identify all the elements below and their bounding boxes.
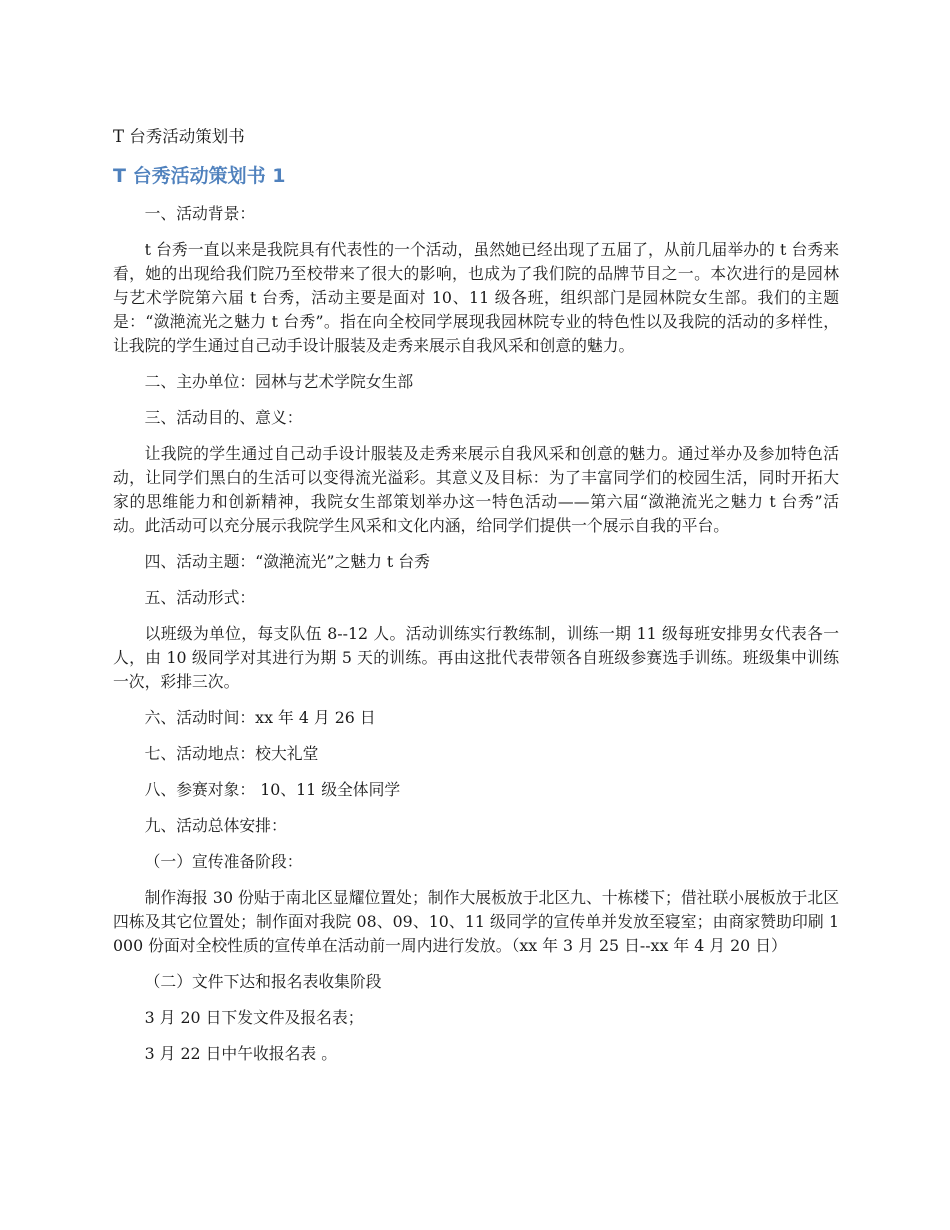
promotion-stage-label: （一）宣传准备阶段： — [144, 852, 303, 871]
purpose-label: 三、活动目的、意义： — [144, 408, 303, 427]
section-heading: T 台秀活动策划书 1 — [113, 165, 286, 187]
location-line: 七、活动地点：校大礼堂 — [144, 744, 319, 763]
document-title: T 台秀活动策划书 — [113, 127, 245, 146]
organizer-line: 二、主办单位：园林与艺术学院女生部 — [144, 372, 414, 391]
purpose-paragraph: 让我院的学生通过自己动手设计服装及走秀来展示自我风采和创意的魅力。通过举办及参加特色活动，让同学们黑白的生活可以变得流光溢彩。其意义及目标：为了丰富同学们的校园生活，同时开拓大家的思维能力和创新精神，我院女生部策划举办这一特色活动——第六届“潋滟流光之魅力 t 台秀”活动。此活动可以充分展示我院学生风采和文化内涵，给同学们提供一个展示自我的平台。 — [113, 444, 839, 535]
format-label: 五、活动形式： — [144, 588, 256, 607]
promotion-paragraph: 制作海报 30 份贴于南北区显耀位置处；制作大展板放于北区九、十栋楼下；借社联小展板放于北区四栋及其它位置处；制作面对我院 08、09、10、11 级同学的宣传单并发放至寝室；由商家赞助印刷 1000 份面对全校性质的宣传单在活动前一周内进行发放。（xx 年 3 月 25 日--xx 年 4 月 20 日） — [113, 888, 839, 955]
registration-stage-label: （二）文件下达和报名表收集阶段 — [144, 972, 382, 991]
document-page — [113, 124, 839, 1078]
participants-line: 八、参赛对象： 10、11 级全体同学 — [144, 780, 401, 799]
background-paragraph: t 台秀一直以来是我院具有代表性的一个活动，虽然她已经出现了五届了，从前几届举办的 t 台秀来看，她的出现给我们院乃至校带来了很大的影响，也成为了我们院的品牌节目之一。本次进行的是园林与艺术学院第六届 t 台秀，活动主要是面对 10、11 级各班，组织部门是园林院女生部。我们的主题是：“潋滟流光之魅力 t 台秀”。指在向全校同学展现我园林院专业的特色性以及我院的活动的多样性，让我院的学生通过自己动手设计服装及走秀来展示自我风采和创意的魅力。 — [113, 240, 839, 355]
time-line: 六、活动时间：xx 年 4 月 26 日 — [144, 708, 376, 727]
registration-item-2: 3 月 22 日中午收报名表 。 — [144, 1044, 338, 1063]
theme-line: 四、活动主题：“潋滟流光”之魅力 t 台秀 — [144, 552, 430, 571]
registration-item-1: 3 月 20 日下发文件及报名表； — [144, 1008, 364, 1027]
section-background-label: 一、活动背景： — [144, 204, 256, 223]
format-paragraph: 以班级为单位，每支队伍 8--12 人。活动训练实行教练制，训练一期 11 级每班安排男女代表各一人，由 10 级同学对其进行为期 5 天的训练。再由这批代表带领各自班级参赛选手训练。班级集中训练一次，彩排三次。 — [113, 624, 839, 691]
schedule-label: 九、活动总体安排： — [144, 816, 287, 835]
